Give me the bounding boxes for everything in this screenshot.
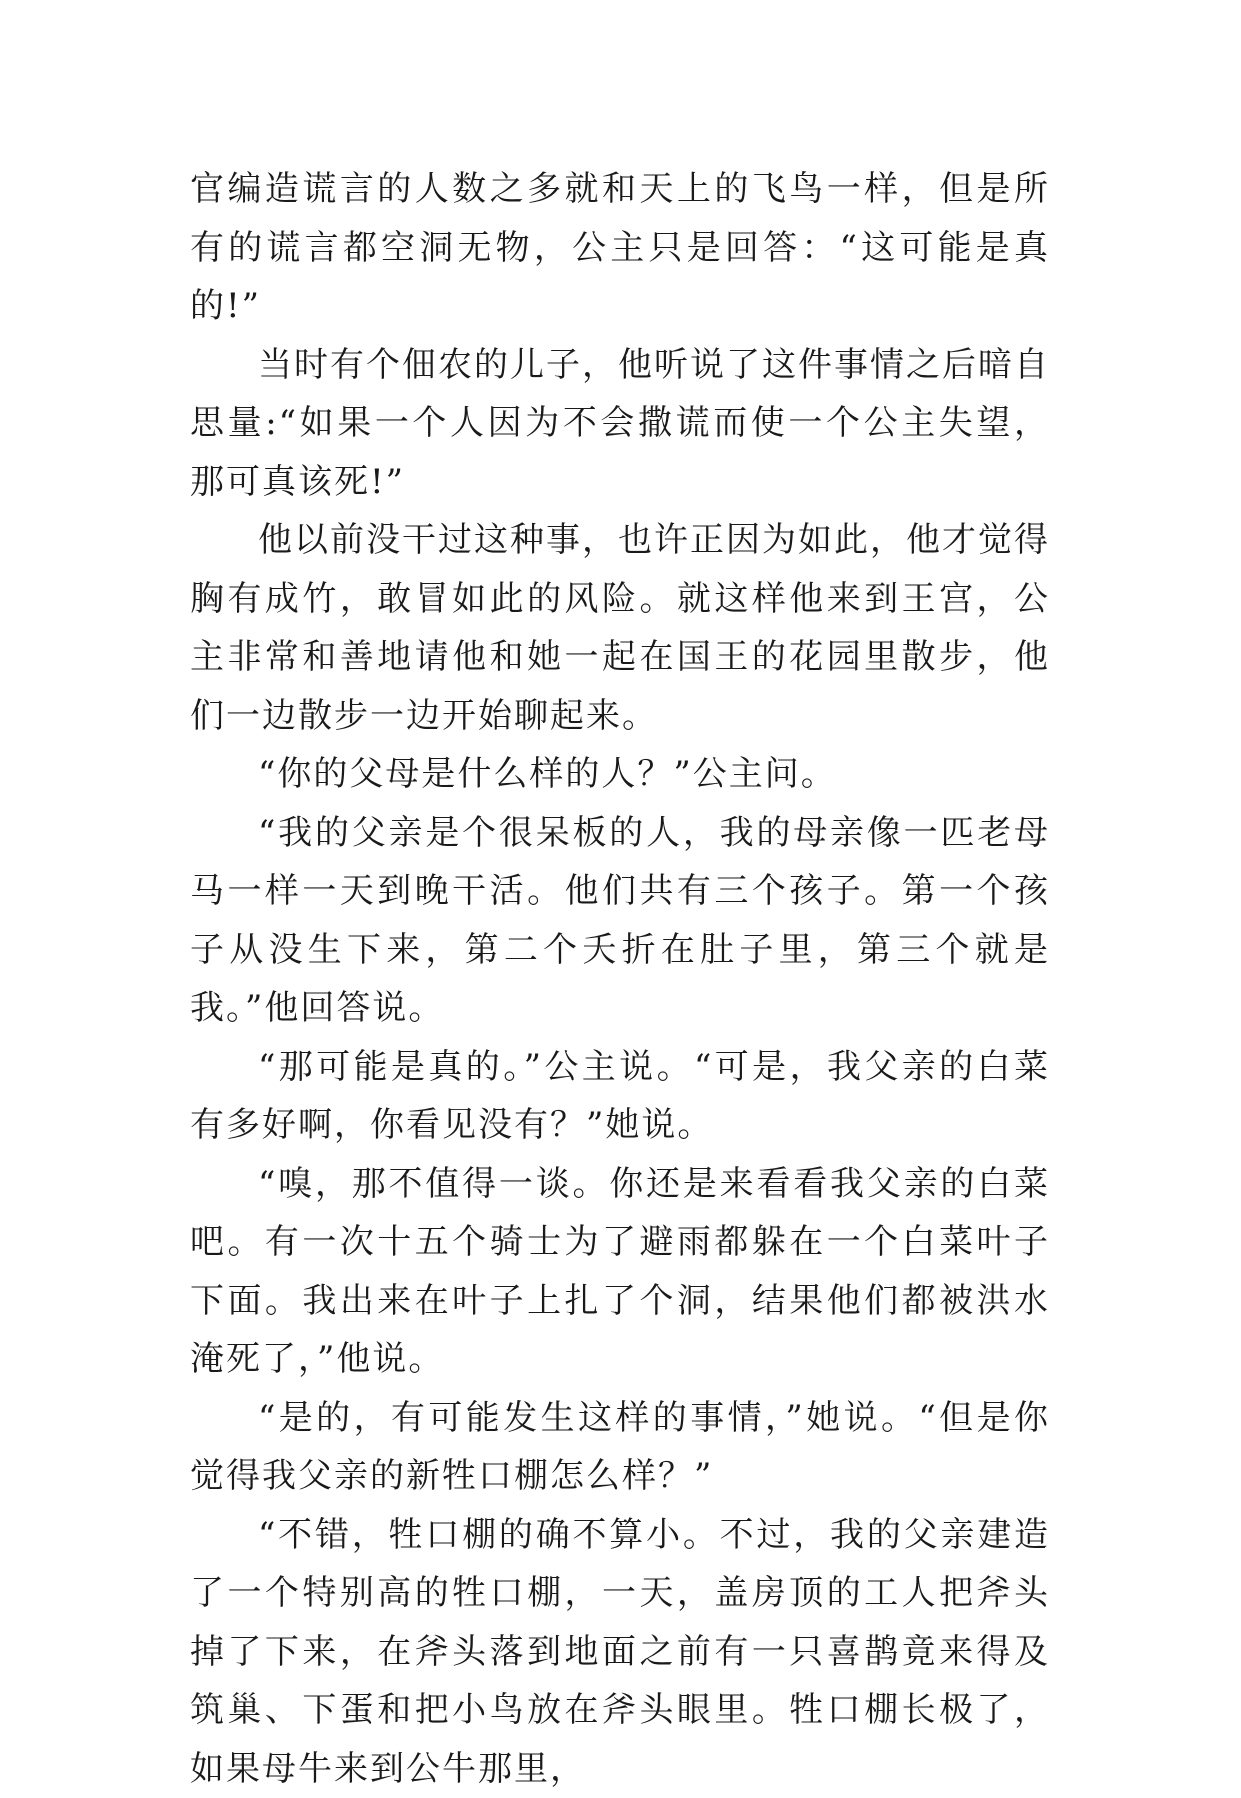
paragraph: “嗅，那不值得一谈。你还是来看看我父亲的白菜吧。有一次十五个骑士为了避雨都躲在一个白菜叶子下面。我出来在叶子上扎了个洞，结果他们都被洪水淹死了，”他说。	[190, 1155, 1050, 1389]
document-body	[190, 160, 1050, 1798]
paragraph: 官编造谎言的人数之多就和天上的飞鸟一样，但是所有的谎言都空洞无物，公主只是回答：“这可能是真的!”	[190, 160, 1050, 336]
paragraph: “那可能是真的。”公主说。“可是，我父亲的白菜有多好啊，你看见没有？”她说。	[190, 1038, 1050, 1155]
paragraph: “你的父母是什么样的人？”公主问。	[190, 745, 1050, 804]
paragraph: 他以前没干过这种事，也许正因为如此，他才觉得胸有成竹，敢冒如此的风险。就这样他来到王宫，公主非常和善地请他和她一起在国王的花园里散步，他们一边散步一边开始聊起来。	[190, 511, 1050, 745]
paragraph: “是的，有可能发生这样的事情，”她说。“但是你觉得我父亲的新牲口棚怎么样？”	[190, 1389, 1050, 1506]
paragraph: “不错，牲口棚的确不算小。不过，我的父亲建造了一个特别高的牲口棚，一天，盖房顶的工人把斧头掉了下来，在斧头落到地面之前有一只喜鹊竟来得及筑巢、下蛋和把小鸟放在斧头眼里。牲口棚长极了，如果母牛来到公牛那里，	[190, 1506, 1050, 1798]
paragraph: “我的父亲是个很呆板的人，我的母亲像一匹老母马一样一天到晚干活。他们共有三个孩子。第一个孩子从没生下来，第二个夭折在肚子里，第三个就是我。”他回答说。	[190, 804, 1050, 1038]
paragraph: 当时有个佃农的儿子，他听说了这件事情之后暗自思量:“如果一个人因为不会撒谎而使一个公主失望，那可真该死!”	[190, 336, 1050, 512]
